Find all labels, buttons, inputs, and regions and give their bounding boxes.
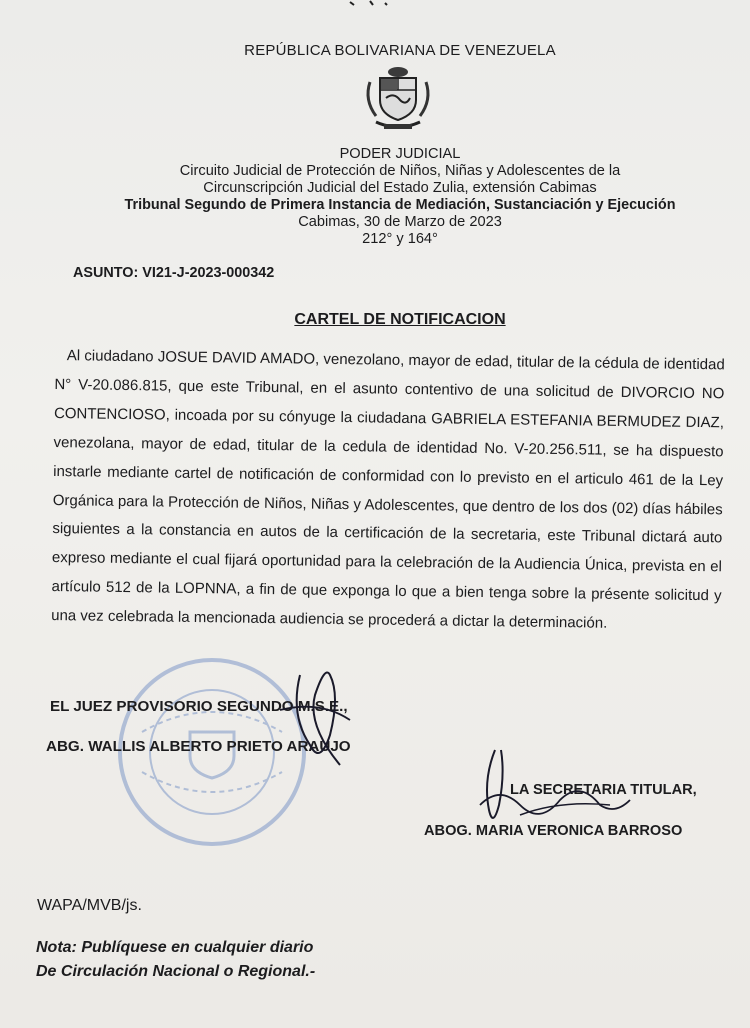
court-header [0, 146, 750, 248]
circuit-line-2: Circunscripción Judicial del Estado Zulia, extensión Cabimas [203, 180, 597, 196]
judge-signature [270, 660, 380, 780]
note-line-1: Nota: Publíquese en cualquier diario [36, 939, 314, 956]
secretary-signature [460, 745, 660, 845]
tribunal-name: Tribunal Segundo de Primera Instancia de Mediación, Sustanciación y Ejecución [124, 197, 676, 213]
venezuela-coat-of-arms-icon [362, 62, 434, 134]
judicial-power-label: PODER JUDICIAL [339, 146, 461, 162]
notification-body: Al ciudadano JOSUE DAVID AMADO, venezolano, mayor de edad, titular de la cédula de identidad N° V-20.086.815, que este Tribunal, en el asunto contentivo de una solicitud de DIVORCIO NO CONTENCIOSO, incoada por su cónyuge la ciudadana GABRIELA ESTEFANIA BERMUDEZ DIAZ, venezolana, mayor de edad, titular de la cedula de identidad No. V-20.256.511, se ha dispuesto instarle mediante cartel de notificación de conformidad con lo previsto en el articulo 461 de la Ley Orgánica para la Protección de Niños, Niñas y Adolescentes, que dentro de los dos (02) días hábiles siguientes a la constancia en autos de la certificación de la secretaria, este Tribunal dictará auto expreso mediante el cual fijará oportunidad para la celebración de la Audiencia Única, prevista en el artículo 512 de la LOPNNA, a fin de que exponga lo que a bien tenga sobre la présente solicitud y una vez celebrada la mencionada audiencia se procederá a dictar la determinación. [51, 347, 725, 632]
secretary-title: LA SECRETARIA TITULAR, [510, 782, 697, 798]
secretary-name: ABOG. MARIA VERONICA BARROSO [424, 823, 683, 839]
judge-title: EL JUEZ PROVISORIO SEGUNDO M.S.E., [50, 698, 348, 715]
scan-artifact-marks [330, 0, 410, 10]
note-line-2: De Circulación Nacional o Regional.- [36, 963, 316, 980]
independence-years: 212° y 164° [362, 231, 438, 247]
publication-note [36, 936, 315, 984]
judge-name: ABG. WALLIS ALBERTO PRIETO ARAUJO [46, 738, 351, 755]
document-date: Cabimas, 30 de Marzo de 2023 [298, 214, 502, 230]
document-title: CARTEL DE NOTIFICACION [294, 311, 506, 328]
republic-heading: REPÚBLICA BOLIVARIANA DE VENEZUELA [244, 42, 556, 59]
circuit-line-1: Circuito Judicial de Protección de Niños, Niñas y Adolescentes de la [179, 163, 621, 179]
reference-initials: WAPA/MVB/js. [37, 897, 142, 914]
case-number: ASUNTO: VI21-J-2023-000342 [73, 265, 275, 281]
